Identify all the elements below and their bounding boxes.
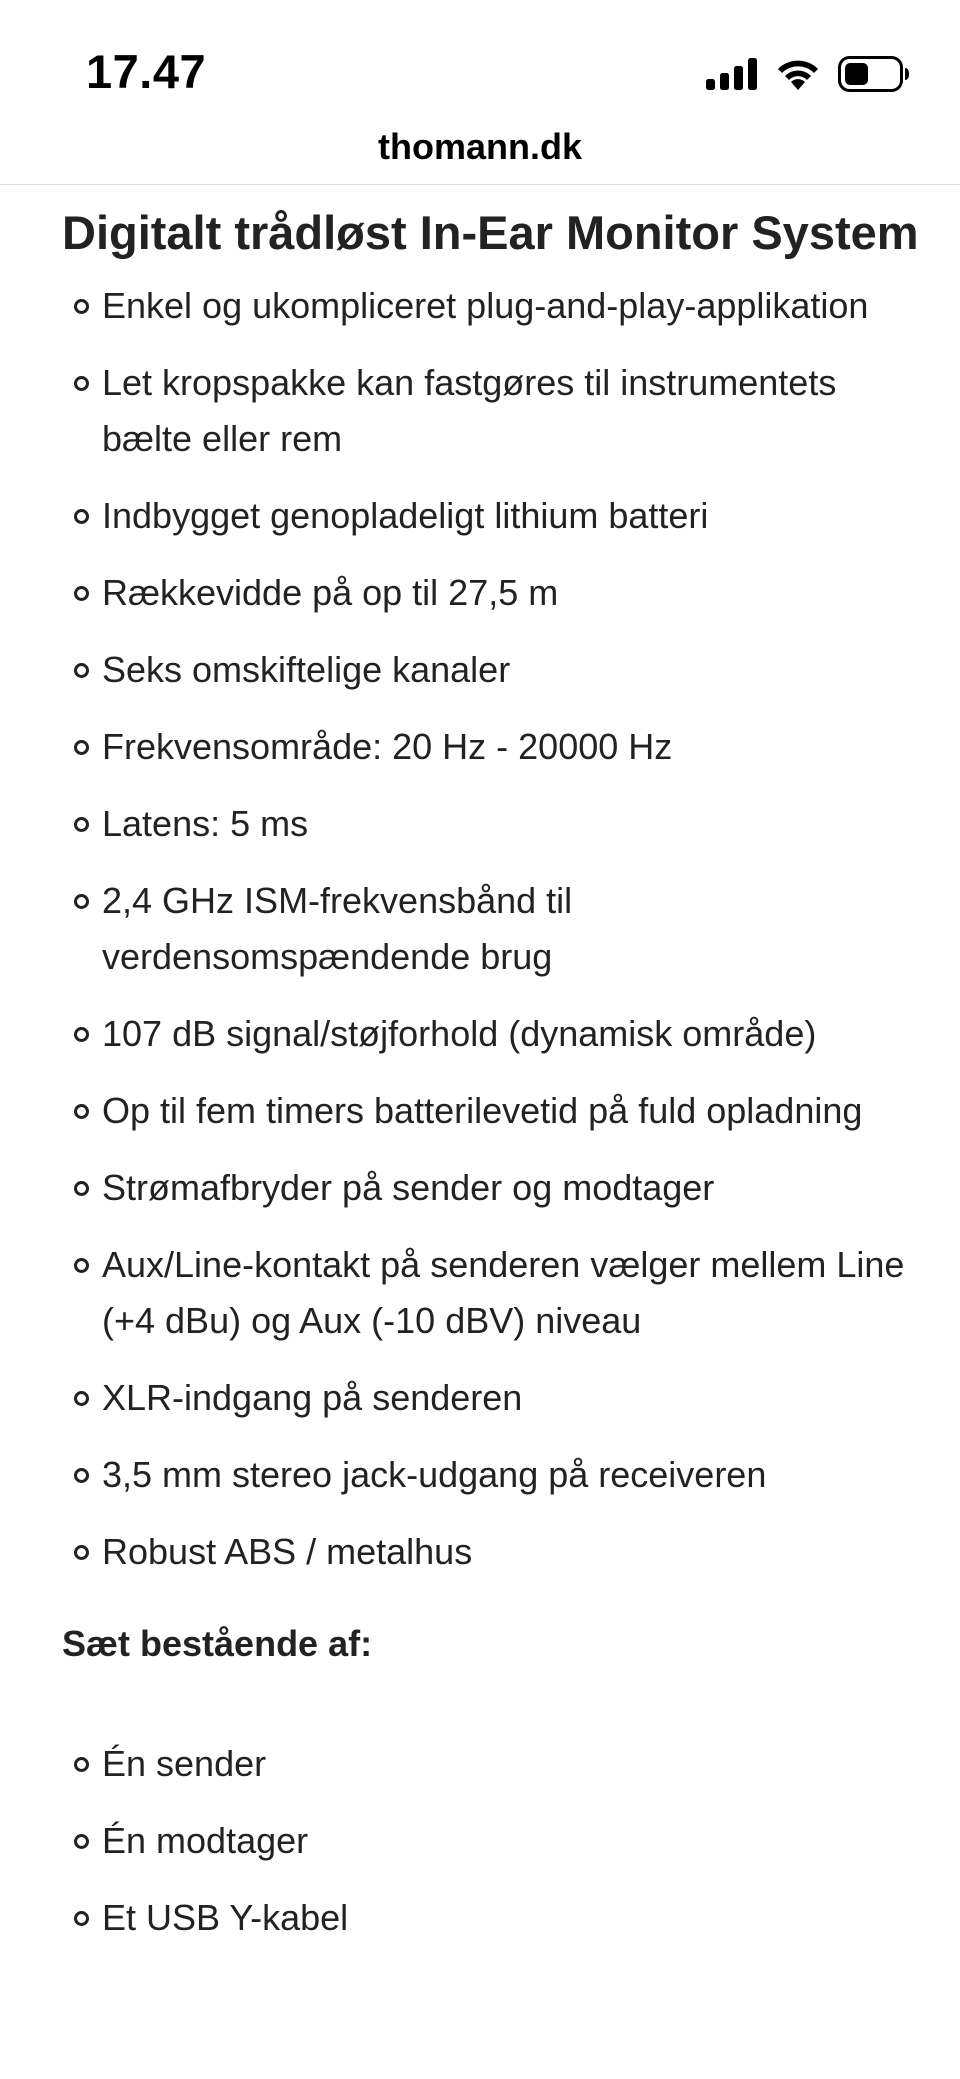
list-item-text: Op til fem timers batterilevetid på fuld opladning xyxy=(102,1090,863,1131)
address-bar[interactable] xyxy=(0,118,960,185)
list-item-text: Enkel og ukompliceret plug-and-play-applikation xyxy=(102,285,869,326)
list-item xyxy=(62,355,922,467)
list-item-text: Aux/Line-kontakt på senderen vælger mellem Line (+4 dBu) og Aux (-10 dBV) niveau xyxy=(102,1244,905,1341)
bullet-icon xyxy=(74,817,89,832)
list-item-text: 2,4 GHz ISM-frekvensbånd til verdensomspændende brug xyxy=(102,880,573,977)
list-item-text: Seks omskiftelige kanaler xyxy=(102,649,511,690)
contents-heading: Sæt bestående af: xyxy=(62,1623,373,1664)
bullet-icon xyxy=(74,376,89,391)
list-item-text: Én modtager xyxy=(102,1820,309,1861)
bullet-icon xyxy=(74,1027,89,1042)
list-item xyxy=(62,1160,922,1216)
list-item xyxy=(62,1370,922,1426)
list-item-text: Let kropspakke kan fastgøres til instrumentets bælte eller rem xyxy=(102,362,837,459)
list-item xyxy=(62,719,922,775)
bullet-icon xyxy=(74,1104,89,1119)
list-item xyxy=(62,796,922,852)
list-item xyxy=(62,1736,922,1792)
list-item xyxy=(62,488,922,544)
bullet-icon xyxy=(74,1834,89,1849)
list-item xyxy=(62,1006,922,1062)
bullet-icon xyxy=(74,586,89,601)
list-item xyxy=(62,1447,922,1503)
list-item xyxy=(62,642,922,698)
bullet-icon xyxy=(74,1258,89,1273)
list-item-text: Strømafbryder på sender og modtager xyxy=(102,1167,715,1208)
wifi-icon xyxy=(776,57,820,96)
status-icons xyxy=(706,56,910,96)
bullet-icon xyxy=(74,1391,89,1406)
bullet-icon xyxy=(74,509,89,524)
bullet-icon xyxy=(74,740,89,755)
list-item xyxy=(62,1813,922,1869)
feature-list xyxy=(62,278,922,1580)
bullet-icon xyxy=(74,894,89,909)
list-item-text: Én sender xyxy=(102,1743,267,1784)
list-item xyxy=(62,278,922,334)
bullet-icon xyxy=(74,1468,89,1483)
battery-icon xyxy=(838,56,910,97)
bullet-icon xyxy=(74,663,89,678)
list-item-text: Indbygget genopladeligt lithium batteri xyxy=(102,495,709,536)
list-item-text: Latens: 5 ms xyxy=(102,803,309,844)
url-text[interactable]: thomann.dk xyxy=(378,126,582,167)
list-item xyxy=(62,873,922,985)
cellular-signal-icon xyxy=(706,58,758,95)
list-item xyxy=(62,1083,922,1139)
page-title: Digitalt trådløst In-Ear Monitor System xyxy=(62,206,919,259)
bullet-icon xyxy=(74,1911,89,1926)
bullet-icon xyxy=(74,1545,89,1560)
list-item-text: 107 dB signal/støjforhold (dynamisk område) xyxy=(102,1013,817,1054)
page-content xyxy=(62,200,922,1967)
bullet-icon xyxy=(74,299,89,314)
list-item xyxy=(62,565,922,621)
status-bar xyxy=(0,0,960,118)
list-item xyxy=(62,1524,922,1580)
list-item xyxy=(62,1890,922,1946)
list-item xyxy=(62,1237,922,1349)
list-item-text: 3,5 mm stereo jack-udgang på receiveren xyxy=(102,1454,767,1495)
bullet-icon xyxy=(74,1757,89,1772)
list-item-text: Frekvensområde: 20 Hz - 20000 Hz xyxy=(102,726,673,767)
list-item-text: Robust ABS / metalhus xyxy=(102,1531,473,1572)
bullet-icon xyxy=(74,1181,89,1196)
status-time: 17.47 xyxy=(86,45,207,98)
list-item-text: Rækkevidde på op til 27,5 m xyxy=(102,572,559,613)
contents-list xyxy=(62,1736,922,1946)
list-item-text: XLR-indgang på senderen xyxy=(102,1377,523,1418)
list-item-text: Et USB Y-kabel xyxy=(102,1897,349,1938)
